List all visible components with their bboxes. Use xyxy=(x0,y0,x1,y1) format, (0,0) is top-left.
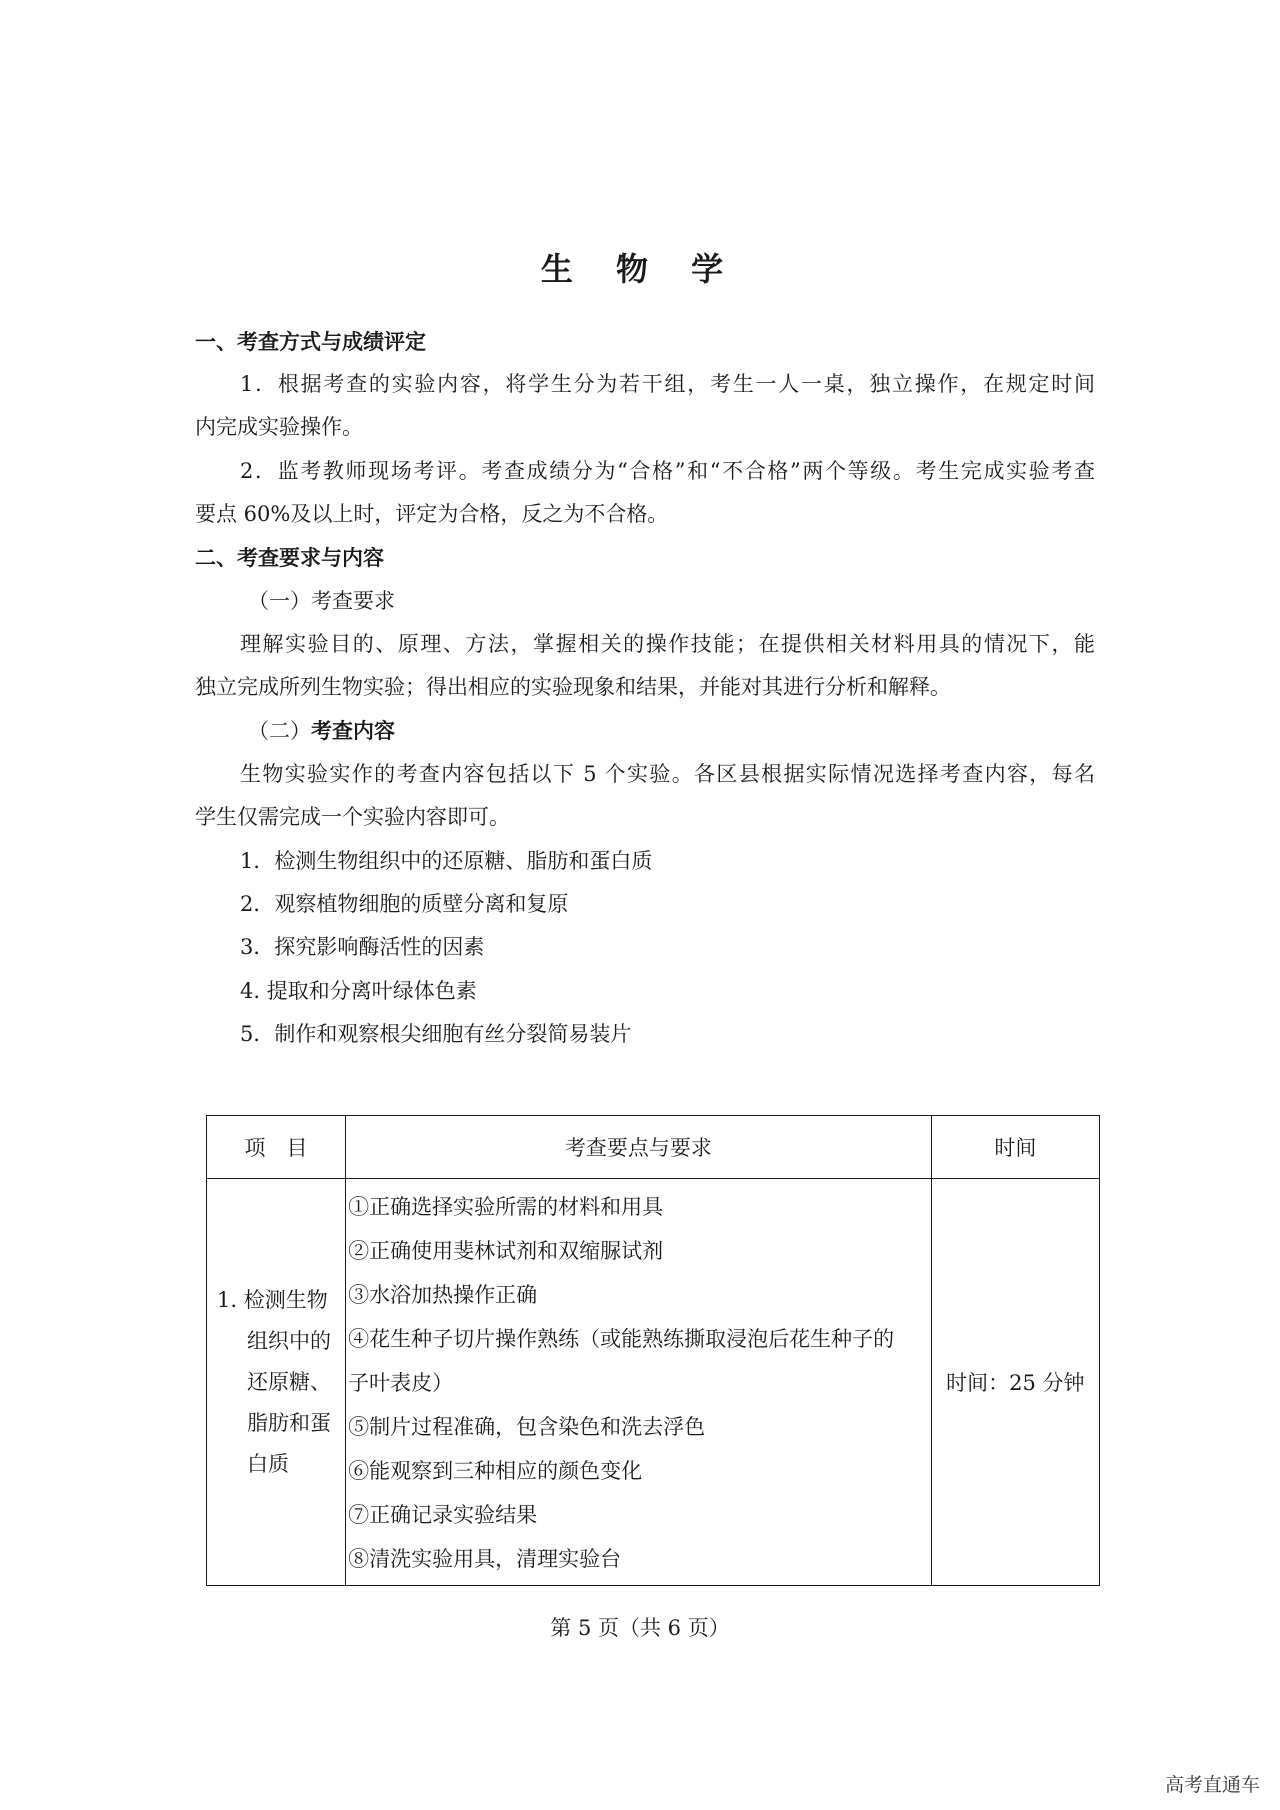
list-item: 2．观察植物细胞的质壁分离和复原 xyxy=(240,892,569,916)
point-line: ①正确选择实验所需的材料和用具 xyxy=(348,1195,664,1219)
subheading-content xyxy=(248,716,1148,746)
point-line: ②正确使用斐林试剂和双缩脲试剂 xyxy=(348,1239,664,1263)
point-line: ⑦正确记录实验结果 xyxy=(348,1503,538,1527)
content-line-1: 生物实验实作的考查内容包括以下 5 个实验。各区县根据实际情况选择考查内容，每名 xyxy=(240,762,1095,786)
header-item: 项 目 xyxy=(207,1116,346,1179)
point-line: ⑤制片过程准确，包含染色和洗去浮色 xyxy=(348,1415,706,1439)
requirements-line-2: 独立完成所列生物实验；得出相应的实验现象和结果，并能对其进行分析和解释。 xyxy=(195,675,951,699)
item-line: 白质 xyxy=(247,1451,289,1476)
page-number: 第 5 页（共 6 页） xyxy=(550,1616,730,1640)
time-cell: 时间：25 分钟 xyxy=(931,1179,1099,1586)
header-time: 时间 xyxy=(931,1116,1099,1179)
section-heading-requirements: 二、考查要求与内容 xyxy=(195,546,384,570)
item-line: 组织中的 xyxy=(247,1328,331,1353)
item-line: 脂肪和蛋 xyxy=(247,1410,331,1435)
paragraph-1-line-2: 内完成实验操作。 xyxy=(195,415,363,439)
watermark: 高考直通车 xyxy=(1164,1774,1260,1796)
requirements-table xyxy=(206,1115,1100,1586)
list-item: 3．探究影响酶活性的因素 xyxy=(240,935,485,959)
item-line: 1. 检测生物 xyxy=(217,1287,328,1312)
point-line: ⑧清洗实验用具，清理实验台 xyxy=(348,1547,622,1571)
point-line: ⑥能观察到三种相应的颜色变化 xyxy=(348,1459,643,1483)
paragraph-2-line-2: 要点 60%及以上时，评定为合格，反之为不合格。 xyxy=(195,502,669,526)
requirements-line-1: 理解实验目的、原理、方法，掌握相关的操作技能；在提供相关材料用具的情况下，能 xyxy=(240,632,1095,656)
subheading-content-text: 考查内容 xyxy=(311,719,395,743)
page-title: 生 物 学 xyxy=(540,250,740,288)
point-line: ③水浴加热操作正确 xyxy=(348,1283,538,1307)
item-line: 还原糖、 xyxy=(247,1369,331,1394)
point-line: ④花生种子切片操作熟练（或能熟练撕取浸泡后花生种子的 xyxy=(348,1327,895,1351)
table-header-row xyxy=(207,1116,1100,1179)
table-row xyxy=(207,1179,1100,1586)
points-cell xyxy=(346,1179,932,1586)
content-line-2: 学生仅需完成一个实验内容即可。 xyxy=(195,805,510,829)
header-points: 考查要点与要求 xyxy=(346,1116,932,1179)
section-heading-assessment-method: 一、考查方式与成绩评定 xyxy=(195,330,426,354)
paragraph-2-line-1: 2．监考教师现场考评。考查成绩分为“合格”和“不合格”两个等级。考生完成实验考查 xyxy=(240,459,1095,483)
item-cell xyxy=(207,1179,346,1586)
paragraph-1-line-1: 1．根据考查的实验内容，将学生分为若干组，考生一人一桌，独立操作，在规定时间 xyxy=(240,372,1095,396)
subheading-requirements: （一）考查要求 xyxy=(248,589,395,613)
list-item: 4. 提取和分离叶绿体色素 xyxy=(240,979,477,1003)
list-item: 5．制作和观察根尖细胞有丝分裂简易装片 xyxy=(240,1022,632,1046)
point-line: 子叶表皮） xyxy=(348,1371,454,1395)
subheading-content-number: （二） xyxy=(248,719,311,743)
list-item: 1．检测生物组织中的还原糖、脂肪和蛋白质 xyxy=(240,849,653,873)
